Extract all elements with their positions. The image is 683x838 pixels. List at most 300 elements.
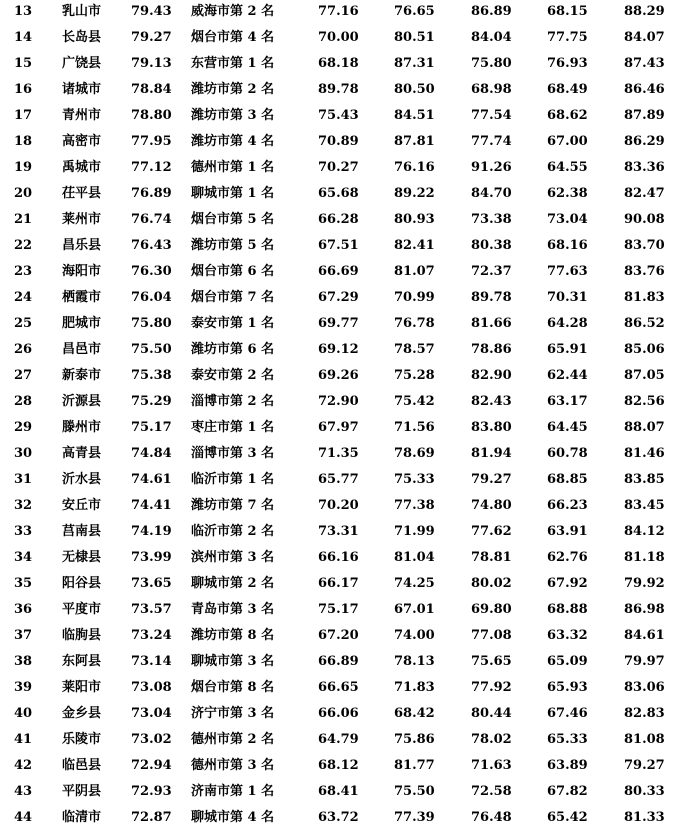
city-rank-cell: 滨州市第 3 名	[191, 550, 275, 565]
score-1-cell: 68.12	[318, 758, 359, 773]
rank-cell: 24	[14, 290, 33, 305]
score-3-cell: 77.62	[471, 524, 512, 539]
score-1-cell: 69.26	[318, 368, 359, 383]
total-score-cell: 78.84	[131, 82, 172, 97]
score-1-cell: 73.31	[318, 524, 359, 539]
score-5-cell: 83.36	[624, 160, 665, 175]
score-1-cell: 70.00	[318, 30, 359, 45]
score-4-cell: 65.91	[547, 342, 588, 357]
total-score-cell: 75.50	[131, 342, 172, 357]
score-4-cell: 68.16	[547, 238, 588, 253]
rank-cell: 34	[14, 550, 33, 565]
score-1-cell: 77.16	[318, 4, 359, 19]
total-score-cell: 74.19	[131, 524, 172, 539]
score-4-cell: 63.17	[547, 394, 588, 409]
score-1-cell: 66.28	[318, 212, 359, 227]
score-2-cell: 74.25	[394, 576, 435, 591]
score-3-cell: 81.94	[471, 446, 512, 461]
rank-cell: 30	[14, 446, 33, 461]
city-rank-cell: 聊城市第 2 名	[191, 576, 275, 591]
table-row	[0, 676, 683, 702]
county-name-cell: 莱州市	[62, 212, 102, 227]
score-3-cell: 77.08	[471, 628, 512, 643]
county-name-cell: 莱阳市	[62, 680, 102, 695]
score-3-cell: 83.80	[471, 420, 512, 435]
total-score-cell: 76.43	[131, 238, 172, 253]
total-score-cell: 73.99	[131, 550, 172, 565]
rank-cell: 25	[14, 316, 33, 331]
total-score-cell: 74.61	[131, 472, 172, 487]
table-row	[0, 338, 683, 364]
score-4-cell: 77.63	[547, 264, 588, 279]
score-5-cell: 81.83	[624, 290, 665, 305]
total-score-cell: 73.65	[131, 576, 172, 591]
city-rank-cell: 聊城市第 3 名	[191, 654, 275, 669]
score-2-cell: 75.28	[394, 368, 435, 383]
score-4-cell: 67.82	[547, 784, 588, 799]
county-name-cell: 高密市	[62, 134, 102, 149]
rank-cell: 32	[14, 498, 33, 513]
city-rank-cell: 潍坊市第 7 名	[191, 498, 275, 513]
score-5-cell: 81.18	[624, 550, 665, 565]
score-5-cell: 86.29	[624, 134, 665, 149]
score-5-cell: 81.46	[624, 446, 665, 461]
score-2-cell: 78.13	[394, 654, 435, 669]
county-name-cell: 沂水县	[62, 472, 102, 487]
table-row	[0, 312, 683, 338]
city-rank-cell: 临沂市第 1 名	[191, 472, 275, 487]
score-2-cell: 76.78	[394, 316, 435, 331]
score-1-cell: 70.20	[318, 498, 359, 513]
score-2-cell: 71.99	[394, 524, 435, 539]
county-name-cell: 阳谷县	[62, 576, 102, 591]
city-rank-cell: 聊城市第 1 名	[191, 186, 275, 201]
score-1-cell: 70.89	[318, 134, 359, 149]
table-row	[0, 442, 683, 468]
score-2-cell: 81.07	[394, 264, 435, 279]
score-3-cell: 80.02	[471, 576, 512, 591]
score-1-cell: 70.27	[318, 160, 359, 175]
county-name-cell: 临清市	[62, 810, 102, 825]
rank-cell: 33	[14, 524, 33, 539]
county-name-cell: 乐陵市	[62, 732, 102, 747]
table-row	[0, 286, 683, 312]
county-name-cell: 东阿县	[62, 654, 102, 669]
score-5-cell: 86.52	[624, 316, 665, 331]
score-5-cell: 83.45	[624, 498, 665, 513]
city-rank-cell: 烟台市第 8 名	[191, 680, 275, 695]
score-4-cell: 64.55	[547, 160, 588, 175]
county-name-cell: 沂源县	[62, 394, 102, 409]
score-1-cell: 66.69	[318, 264, 359, 279]
score-3-cell: 72.58	[471, 784, 512, 799]
score-2-cell: 76.16	[394, 160, 435, 175]
score-3-cell: 84.04	[471, 30, 512, 45]
table-row	[0, 364, 683, 390]
total-score-cell: 73.02	[131, 732, 172, 747]
total-score-cell: 79.43	[131, 4, 172, 19]
total-score-cell: 75.29	[131, 394, 172, 409]
score-2-cell: 74.00	[394, 628, 435, 643]
score-2-cell: 84.51	[394, 108, 435, 123]
city-rank-cell: 威海市第 2 名	[191, 4, 275, 19]
city-rank-cell: 德州市第 2 名	[191, 732, 275, 747]
table-row	[0, 494, 683, 520]
total-score-cell: 76.89	[131, 186, 172, 201]
table-row	[0, 130, 683, 156]
score-5-cell: 82.56	[624, 394, 665, 409]
score-1-cell: 66.89	[318, 654, 359, 669]
total-score-cell: 74.84	[131, 446, 172, 461]
score-1-cell: 67.20	[318, 628, 359, 643]
score-1-cell: 65.77	[318, 472, 359, 487]
score-3-cell: 80.38	[471, 238, 512, 253]
table-row	[0, 26, 683, 52]
county-name-cell: 无棣县	[62, 550, 102, 565]
score-4-cell: 68.85	[547, 472, 588, 487]
table-row	[0, 780, 683, 806]
score-5-cell: 87.43	[624, 56, 665, 71]
rank-cell: 44	[14, 810, 33, 825]
score-1-cell: 75.17	[318, 602, 359, 617]
score-3-cell: 76.48	[471, 810, 512, 825]
score-2-cell: 71.56	[394, 420, 435, 435]
score-4-cell: 65.93	[547, 680, 588, 695]
score-5-cell: 81.08	[624, 732, 665, 747]
score-2-cell: 75.33	[394, 472, 435, 487]
city-rank-cell: 烟台市第 7 名	[191, 290, 275, 305]
city-rank-cell: 淄博市第 2 名	[191, 394, 275, 409]
score-1-cell: 69.77	[318, 316, 359, 331]
rank-cell: 36	[14, 602, 33, 617]
total-score-cell: 72.93	[131, 784, 172, 799]
rank-cell: 35	[14, 576, 33, 591]
table-row	[0, 156, 683, 182]
total-score-cell: 73.04	[131, 706, 172, 721]
county-name-cell: 诸城市	[62, 82, 102, 97]
rank-cell: 31	[14, 472, 33, 487]
score-5-cell: 87.89	[624, 108, 665, 123]
rank-cell: 28	[14, 394, 33, 409]
rank-cell: 23	[14, 264, 33, 279]
score-5-cell: 84.61	[624, 628, 665, 643]
score-4-cell: 63.89	[547, 758, 588, 773]
score-5-cell: 80.33	[624, 784, 665, 799]
total-score-cell: 75.38	[131, 368, 172, 383]
table-row	[0, 208, 683, 234]
score-3-cell: 68.98	[471, 82, 512, 97]
table-row	[0, 234, 683, 260]
city-rank-cell: 济南市第 1 名	[191, 784, 275, 799]
score-1-cell: 68.41	[318, 784, 359, 799]
score-2-cell: 80.51	[394, 30, 435, 45]
city-rank-cell: 枣庄市第 1 名	[191, 420, 275, 435]
score-3-cell: 86.89	[471, 4, 512, 19]
table-row	[0, 0, 683, 26]
total-score-cell: 73.08	[131, 680, 172, 695]
city-rank-cell: 烟台市第 6 名	[191, 264, 275, 279]
total-score-cell: 73.14	[131, 654, 172, 669]
score-5-cell: 88.29	[624, 4, 665, 19]
score-3-cell: 80.44	[471, 706, 512, 721]
score-1-cell: 64.79	[318, 732, 359, 747]
score-3-cell: 89.78	[471, 290, 512, 305]
city-rank-cell: 青岛市第 3 名	[191, 602, 275, 617]
city-rank-cell: 泰安市第 2 名	[191, 368, 275, 383]
rank-cell: 19	[14, 160, 33, 175]
rank-cell: 20	[14, 186, 33, 201]
score-2-cell: 80.93	[394, 212, 435, 227]
score-5-cell: 82.47	[624, 186, 665, 201]
city-rank-cell: 济宁市第 3 名	[191, 706, 275, 721]
score-2-cell: 75.50	[394, 784, 435, 799]
score-3-cell: 75.80	[471, 56, 512, 71]
score-1-cell: 65.68	[318, 186, 359, 201]
score-2-cell: 76.65	[394, 4, 435, 19]
rank-cell: 16	[14, 82, 33, 97]
score-3-cell: 78.86	[471, 342, 512, 357]
total-score-cell: 73.57	[131, 602, 172, 617]
score-2-cell: 81.77	[394, 758, 435, 773]
score-4-cell: 65.33	[547, 732, 588, 747]
score-2-cell: 87.81	[394, 134, 435, 149]
city-rank-cell: 潍坊市第 2 名	[191, 82, 275, 97]
county-name-cell: 平阴县	[62, 784, 102, 799]
score-5-cell: 83.06	[624, 680, 665, 695]
county-name-cell: 乳山市	[62, 4, 102, 19]
score-1-cell: 68.18	[318, 56, 359, 71]
rank-cell: 22	[14, 238, 33, 253]
score-4-cell: 73.04	[547, 212, 588, 227]
county-name-cell: 青州市	[62, 108, 102, 123]
county-name-cell: 临邑县	[62, 758, 102, 773]
rank-cell: 21	[14, 212, 33, 227]
table-row	[0, 390, 683, 416]
rank-cell: 27	[14, 368, 33, 383]
score-5-cell: 85.06	[624, 342, 665, 357]
table-row	[0, 624, 683, 650]
rank-cell: 26	[14, 342, 33, 357]
county-name-cell: 莒南县	[62, 524, 102, 539]
score-1-cell: 66.06	[318, 706, 359, 721]
rank-cell: 38	[14, 654, 33, 669]
score-2-cell: 71.83	[394, 680, 435, 695]
score-1-cell: 75.43	[318, 108, 359, 123]
table-row	[0, 520, 683, 546]
rank-cell: 43	[14, 784, 33, 799]
city-rank-cell: 临沂市第 2 名	[191, 524, 275, 539]
county-name-cell: 肥城市	[62, 316, 102, 331]
table-row	[0, 546, 683, 572]
total-score-cell: 78.80	[131, 108, 172, 123]
score-3-cell: 78.02	[471, 732, 512, 747]
county-name-cell: 昌邑市	[62, 342, 102, 357]
score-4-cell: 70.31	[547, 290, 588, 305]
county-name-cell: 广饶县	[62, 56, 102, 71]
city-rank-cell: 烟台市第 5 名	[191, 212, 275, 227]
score-2-cell: 75.86	[394, 732, 435, 747]
table-row	[0, 754, 683, 780]
total-score-cell: 79.27	[131, 30, 172, 45]
table-row	[0, 806, 683, 832]
city-rank-cell: 东营市第 1 名	[191, 56, 275, 71]
score-4-cell: 65.42	[547, 810, 588, 825]
score-5-cell: 83.85	[624, 472, 665, 487]
score-3-cell: 71.63	[471, 758, 512, 773]
score-5-cell: 86.46	[624, 82, 665, 97]
rank-cell: 29	[14, 420, 33, 435]
rank-cell: 18	[14, 134, 33, 149]
score-3-cell: 74.80	[471, 498, 512, 513]
score-5-cell: 88.07	[624, 420, 665, 435]
score-3-cell: 77.92	[471, 680, 512, 695]
city-rank-cell: 潍坊市第 3 名	[191, 108, 275, 123]
county-name-cell: 新泰市	[62, 368, 102, 383]
score-2-cell: 67.01	[394, 602, 435, 617]
table-row	[0, 650, 683, 676]
rank-cell: 40	[14, 706, 33, 721]
total-score-cell: 72.87	[131, 810, 172, 825]
score-5-cell: 87.05	[624, 368, 665, 383]
city-rank-cell: 德州市第 3 名	[191, 758, 275, 773]
county-name-cell: 安丘市	[62, 498, 102, 513]
score-2-cell: 80.50	[394, 82, 435, 97]
table-row	[0, 52, 683, 78]
rank-cell: 17	[14, 108, 33, 123]
county-name-cell: 栖霞市	[62, 290, 102, 305]
score-5-cell: 79.27	[624, 758, 665, 773]
score-1-cell: 89.78	[318, 82, 359, 97]
score-4-cell: 62.76	[547, 550, 588, 565]
score-2-cell: 77.39	[394, 810, 435, 825]
county-name-cell: 茌平县	[62, 186, 102, 201]
table-row	[0, 572, 683, 598]
score-4-cell: 64.45	[547, 420, 588, 435]
table-row	[0, 182, 683, 208]
score-1-cell: 67.51	[318, 238, 359, 253]
score-2-cell: 77.38	[394, 498, 435, 513]
score-1-cell: 67.29	[318, 290, 359, 305]
score-3-cell: 84.70	[471, 186, 512, 201]
score-4-cell: 62.38	[547, 186, 588, 201]
table-row	[0, 702, 683, 728]
score-1-cell: 66.17	[318, 576, 359, 591]
score-1-cell: 66.65	[318, 680, 359, 695]
total-score-cell: 77.95	[131, 134, 172, 149]
county-name-cell: 长岛县	[62, 30, 102, 45]
county-name-cell: 临朐县	[62, 628, 102, 643]
total-score-cell: 72.94	[131, 758, 172, 773]
county-name-cell: 高青县	[62, 446, 102, 461]
score-2-cell: 68.42	[394, 706, 435, 721]
score-3-cell: 77.74	[471, 134, 512, 149]
score-4-cell: 63.32	[547, 628, 588, 643]
score-4-cell: 64.28	[547, 316, 588, 331]
rank-cell: 41	[14, 732, 33, 747]
score-2-cell: 70.99	[394, 290, 435, 305]
city-rank-cell: 淄博市第 3 名	[191, 446, 275, 461]
rank-cell: 15	[14, 56, 33, 71]
table-row	[0, 468, 683, 494]
score-3-cell: 77.54	[471, 108, 512, 123]
county-name-cell: 平度市	[62, 602, 102, 617]
score-5-cell: 84.07	[624, 30, 665, 45]
score-3-cell: 75.65	[471, 654, 512, 669]
score-1-cell: 66.16	[318, 550, 359, 565]
total-score-cell: 77.12	[131, 160, 172, 175]
score-3-cell: 91.26	[471, 160, 512, 175]
score-5-cell: 83.70	[624, 238, 665, 253]
score-1-cell: 72.90	[318, 394, 359, 409]
rank-cell: 39	[14, 680, 33, 695]
score-3-cell: 73.38	[471, 212, 512, 227]
city-rank-cell: 德州市第 1 名	[191, 160, 275, 175]
score-4-cell: 63.91	[547, 524, 588, 539]
score-2-cell: 81.04	[394, 550, 435, 565]
city-rank-cell: 烟台市第 4 名	[191, 30, 275, 45]
score-2-cell: 75.42	[394, 394, 435, 409]
score-4-cell: 65.09	[547, 654, 588, 669]
score-1-cell: 69.12	[318, 342, 359, 357]
score-4-cell: 67.92	[547, 576, 588, 591]
score-2-cell: 78.69	[394, 446, 435, 461]
score-4-cell: 68.15	[547, 4, 588, 19]
score-4-cell: 68.62	[547, 108, 588, 123]
city-rank-cell: 泰安市第 1 名	[191, 316, 275, 331]
score-4-cell: 60.78	[547, 446, 588, 461]
total-score-cell: 75.17	[131, 420, 172, 435]
score-5-cell: 81.33	[624, 810, 665, 825]
city-rank-cell: 潍坊市第 8 名	[191, 628, 275, 643]
table-row	[0, 104, 683, 130]
score-1-cell: 67.97	[318, 420, 359, 435]
table-row	[0, 260, 683, 286]
score-3-cell: 82.90	[471, 368, 512, 383]
rank-cell: 14	[14, 30, 33, 45]
total-score-cell: 75.80	[131, 316, 172, 331]
score-1-cell: 63.72	[318, 810, 359, 825]
table-row	[0, 416, 683, 442]
score-4-cell: 68.88	[547, 602, 588, 617]
score-4-cell: 76.93	[547, 56, 588, 71]
rank-cell: 42	[14, 758, 33, 773]
total-score-cell: 74.41	[131, 498, 172, 513]
score-5-cell: 90.08	[624, 212, 665, 227]
score-5-cell: 79.92	[624, 576, 665, 591]
table-row	[0, 728, 683, 754]
score-2-cell: 78.57	[394, 342, 435, 357]
score-4-cell: 68.49	[547, 82, 588, 97]
score-5-cell: 83.76	[624, 264, 665, 279]
score-3-cell: 82.43	[471, 394, 512, 409]
county-name-cell: 滕州市	[62, 420, 102, 435]
total-score-cell: 79.13	[131, 56, 172, 71]
total-score-cell: 76.30	[131, 264, 172, 279]
total-score-cell: 76.74	[131, 212, 172, 227]
total-score-cell: 76.04	[131, 290, 172, 305]
total-score-cell: 73.24	[131, 628, 172, 643]
county-name-cell: 海阳市	[62, 264, 102, 279]
score-4-cell: 62.44	[547, 368, 588, 383]
city-rank-cell: 潍坊市第 6 名	[191, 342, 275, 357]
county-name-cell: 昌乐县	[62, 238, 102, 253]
city-rank-cell: 潍坊市第 5 名	[191, 238, 275, 253]
county-name-cell: 金乡县	[62, 706, 102, 721]
score-5-cell: 86.98	[624, 602, 665, 617]
table-row	[0, 78, 683, 104]
rank-cell: 37	[14, 628, 33, 643]
rank-cell: 13	[14, 4, 33, 19]
